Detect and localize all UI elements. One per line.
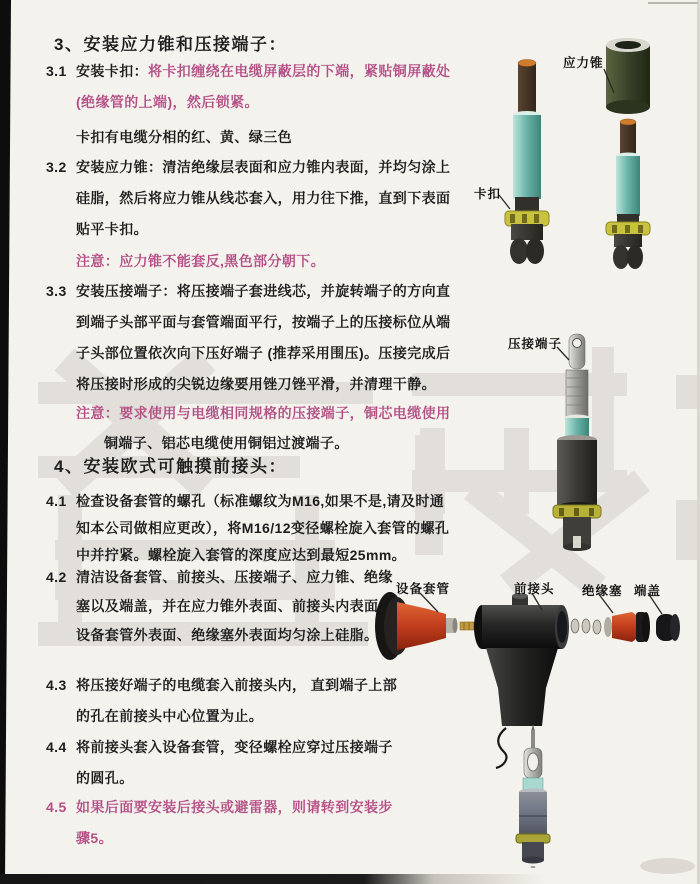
item-3-1-line2: 卡扣有电缆分相的红、黄、绿三色: [76, 129, 292, 145]
item-3-2-number: 3.2: [46, 159, 67, 175]
figure1-label-stress-cone: 应力锥: [563, 56, 604, 70]
scan-edge-top-right: [648, 2, 698, 4]
item-4-3-number: 4.3: [46, 677, 67, 693]
item-3-1-number: 3.1: [46, 63, 67, 79]
crimp-terminal-lug: [566, 334, 588, 416]
figure2-label-crimp-terminal: 压接端子: [508, 337, 563, 351]
item-3-1-pink-text: 将卡扣缠绕在电缆屏蔽层的下端，紧贴铜屏蔽处(绝缘管的上端)，然后锁紧。: [76, 63, 451, 110]
figure1-label-clip: 卡扣: [474, 187, 502, 201]
figure3-front-connector-illustration: [370, 576, 700, 871]
item-4-2-text: 清洁设备套管、前接头、压接端子、应力锥、绝缘塞以及端盖，并在应力锥外表面、前接头内表面、设备套管外表面、绝缘塞外表面均匀涂上硅脂。: [76, 569, 393, 643]
insulation-plug: [604, 612, 650, 642]
scan-corner-shadow: [640, 858, 695, 874]
item-3-3-number: 3.3: [46, 283, 67, 299]
item-4-4-number: 4.4: [46, 739, 67, 755]
cable-right-with-stress-cone: [606, 38, 650, 269]
figure3-label-bushing: 设备套管: [396, 582, 451, 596]
item-4-2-number: 4.2: [46, 569, 67, 585]
section3-heading: 3、安装应力锥和压接端子：: [54, 35, 287, 54]
section4-heading: 4、安装欧式可触摸前接头：: [54, 457, 287, 476]
prepared-cable-end: [516, 724, 550, 868]
item-4-5-number: 4.5: [46, 799, 67, 815]
item-3-3: [46, 276, 456, 400]
cable-body: [553, 415, 601, 552]
item-4-1-number: 4.1: [46, 493, 67, 509]
item-3-2-text: 安装应力锥：清洁绝缘层表面和应力锥内表面，并均匀涂上硅脂，然后将应力锥从线芯套入，用力往下推，直到下表面贴平卡扣。: [76, 159, 451, 237]
item-3-3-note-black: 铜端子、铝芯电缆使用铜铝过渡端子。: [104, 435, 349, 451]
item-3-2-note: 注意：应力锥不能套反,黑色部分朝下。: [76, 253, 326, 269]
item-3-3-text: 安装压接端子：将压接端子套进线芯，并旋转端子的方向直到端子头部平面与套管端面平行，按端子上的压接标位从端子头部位置依次向下压好端子 (推荐采用围压)。压接完成后将压接时形成的尖锐边缘要用锉刀锉平滑，并清理干静。: [76, 283, 451, 392]
item-4-1-text: 检查设备套管的螺孔（标准螺纹为M16,如果不是,请及时通知本公司做相应更改），将M16/12变径螺栓旋入套管的螺孔中并拧紧。螺栓旋入套管的深度应达到最短25mm。: [76, 493, 450, 563]
figure3-label-front-connector: 前接头: [514, 582, 555, 596]
front-connector-t-body: [474, 593, 569, 768]
item-4-3-text: 将压接好端子的电缆套入前接头内， 直到端子上部的孔在前接头中心位置为止。: [76, 677, 398, 724]
item-3-3-note-pink: 注意：要求使用与电缆相同规格的压接端子，铜芯电缆使用: [76, 405, 451, 421]
item-4-2: [46, 563, 398, 650]
figure2-crimp-terminal-illustration: [495, 328, 665, 563]
item-4-4: [46, 732, 406, 794]
scan-edge-bottom: [0, 874, 700, 884]
item-4-5-text: 如果后面要安装后接头或避雷器，则请转到安装步骤5。: [76, 799, 393, 846]
item-3-2: [46, 152, 456, 245]
figure3-label-end-cap: 端盖: [634, 584, 662, 598]
item-3-1-label: 安装卡扣：: [76, 63, 148, 79]
item-4-4-text: 将前接头套入设备套管，变径螺栓应穿过压接端子的圆孔。: [76, 739, 393, 786]
item-4-3: [46, 670, 398, 732]
item-3-1: [46, 56, 456, 118]
item-4-1: [46, 488, 454, 569]
figure3-label-insulation-plug: 绝缘塞: [582, 584, 623, 598]
cable-left: [505, 60, 549, 265]
item-4-5: [46, 792, 398, 854]
end-cap: [656, 614, 680, 641]
washers: [571, 619, 601, 634]
